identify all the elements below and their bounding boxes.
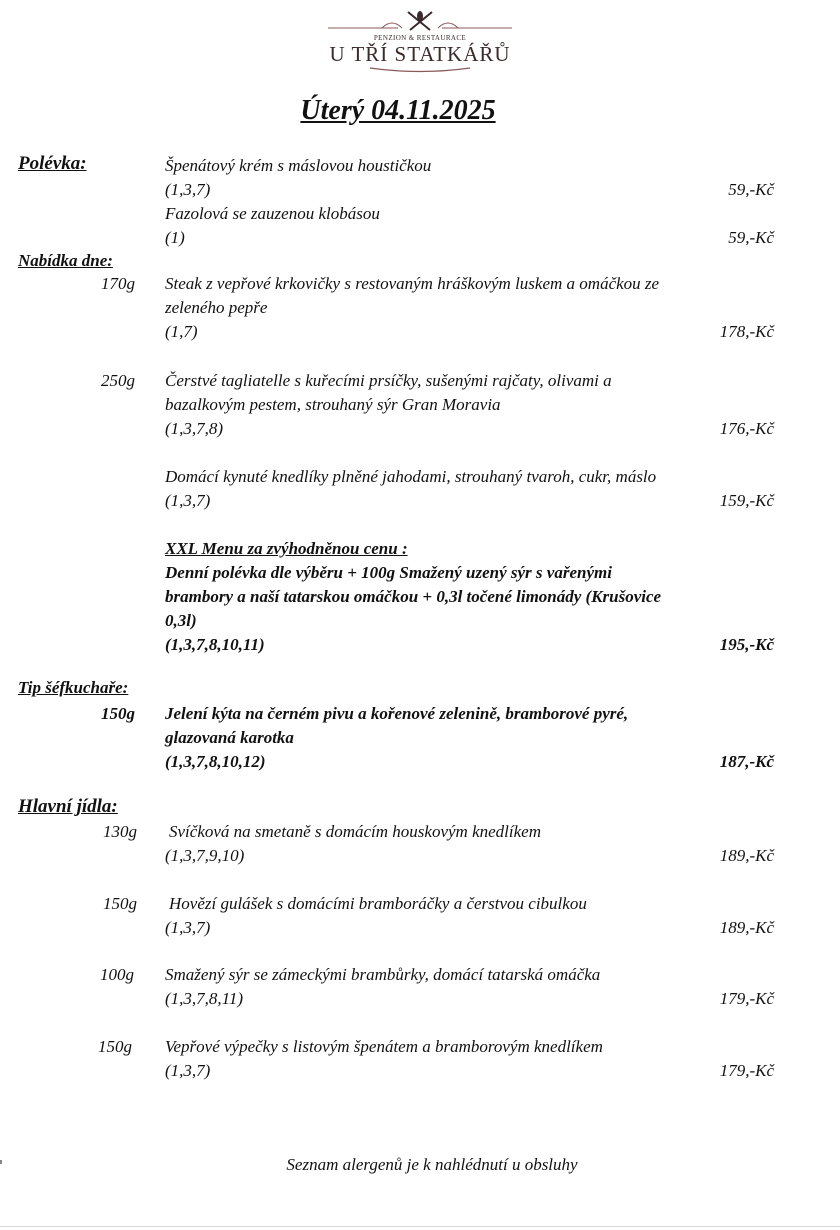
xxl-menu-title: XXL Menu za zvýhodněnou cenu : <box>165 539 408 558</box>
dish-price: 176,-Kč <box>719 419 774 438</box>
dish-price: 179,-Kč <box>719 1061 774 1080</box>
dish-name: Smažený sýr se zámeckými brambůrky, domácí tatarská omáčka <box>165 965 601 984</box>
dish-name: Domácí kynuté knedlíky plněné jahodami, strouhaný tvaroh, cukr, máslo <box>165 467 657 486</box>
dish-weight: 170g <box>101 274 135 293</box>
chef-dish-name-cont: glazovaná karotka <box>165 728 294 747</box>
section-main-dishes: Hlavní jídla: <box>18 796 118 817</box>
logo-subtitle: PENZION & RESTAURACE <box>373 34 467 42</box>
chef-dish-price: 187,-Kč <box>719 752 774 771</box>
dish-allergens: (1,3,7) <box>165 491 211 510</box>
dish-price: 159,-Kč <box>719 491 774 510</box>
logo-flourish-icon <box>320 66 520 74</box>
xxl-menu-desc-cont: 0,3l) <box>165 611 197 630</box>
dish-name: Čerstvé tagliatelle s kuřecími prsíčky, sušenými rajčaty, olivami a <box>165 371 612 390</box>
dish-weight: 150g <box>103 894 137 913</box>
cutlery-icon <box>320 4 520 34</box>
dish-name: Vepřové výpečky s listovým špenátem a bramborovým knedlíkem <box>165 1037 603 1056</box>
dish-name-cont: bazalkovým pestem, strouhaný sýr Gran Moravia <box>165 395 501 414</box>
section-chef-tip: Tip šéfkuchaře: <box>18 678 129 697</box>
dish-allergens: (1,3,7,9,10) <box>165 846 245 865</box>
dish-weight: 130g <box>103 822 137 841</box>
dish-price: 179,-Kč <box>719 989 774 1008</box>
soup-name: Fazolová se zauzenou klobásou <box>165 204 380 223</box>
dish-name: Steak z vepřové krkovičky s restovaným hráškovým luskem a omáčkou ze <box>165 274 660 293</box>
chef-dish-weight: 150g <box>101 704 135 723</box>
soup-name: Špenátový krém s máslovou houstičkou <box>165 156 432 175</box>
dish-allergens: (1,3,7) <box>165 1061 211 1080</box>
dish-allergens: (1,7) <box>165 322 198 341</box>
section-daily-offer: Nabídka dne: <box>18 251 113 270</box>
soup-allergens: (1,3,7) <box>165 180 211 199</box>
soup-price: 59,-Kč <box>728 180 774 199</box>
dish-price: 189,-Kč <box>719 846 774 865</box>
dish-name-cont: zeleného pepře <box>165 298 268 317</box>
page-bottom-divider <box>0 1226 840 1227</box>
menu-date: Úterý 04.11.2025 <box>300 95 496 126</box>
dish-name: Hovězí gulášek s domácími bramboráčky a čerstvou cibulkou <box>169 894 587 913</box>
chef-dish-allergens: (1,3,7,8,10,12) <box>165 752 266 771</box>
logo-title: U TŘÍ STATKÁŘŮ <box>329 42 511 66</box>
soup-allergens: (1) <box>165 228 185 247</box>
section-soups: Polévka: <box>18 153 87 174</box>
chef-dish-name: Jelení kýta na černém pivu a kořenové zelenině, bramborové pyré, <box>165 704 629 723</box>
restaurant-logo <box>320 4 520 72</box>
dish-allergens: (1,3,7) <box>165 918 211 937</box>
xxl-menu-price: 195,-Kč <box>719 635 774 654</box>
dish-weight: 150g <box>98 1037 132 1056</box>
xxl-menu-desc: Denní polévka dle výběru + 100g Smažený uzený sýr s vařenými <box>165 563 612 582</box>
dish-allergens: (1,3,7,8) <box>165 419 224 438</box>
soup-price: 59,-Kč <box>728 228 774 247</box>
allergen-note: Seznam alergenů je k nahlédnutí u obsluhy <box>286 1155 578 1174</box>
dish-allergens: (1,3,7,8,11) <box>165 989 244 1008</box>
dish-name: Svíčková na smetaně s domácím houskovým knedlíkem <box>169 822 541 841</box>
dish-price: 189,-Kč <box>719 918 774 937</box>
dish-weight: 250g <box>101 371 135 390</box>
page-edge-mark <box>0 1160 2 1164</box>
xxl-menu-desc-cont: brambory a naší tatarskou omáčkou + 0,3l točené limonády (Krušovice <box>165 587 662 606</box>
dish-price: 178,-Kč <box>719 322 774 341</box>
xxl-menu-allergens: (1,3,7,8,10,11) <box>165 635 265 654</box>
dish-weight: 100g <box>100 965 134 984</box>
